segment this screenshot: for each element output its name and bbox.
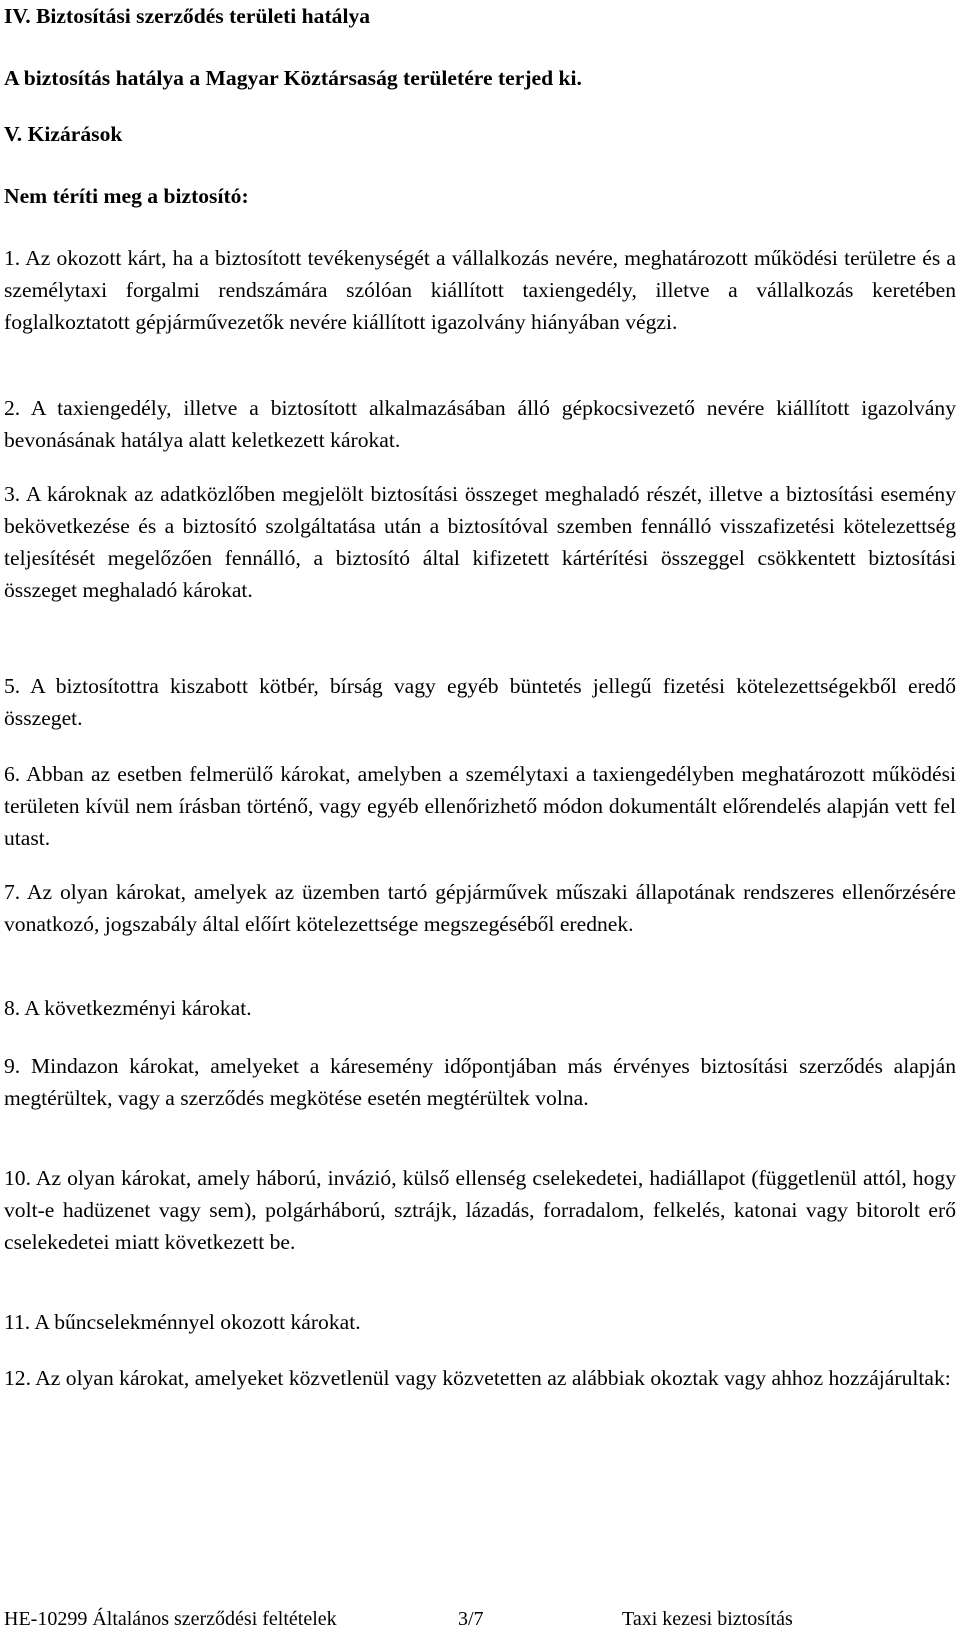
exclusion-item-6: 6. Abban az esetben felmerülő károkat, amelyben a személytaxi a taxiengedélyben meghatározott működési területen kívül nem írásban történő, vagy egyéb ellenőrizhető módon dokumentált előrendelés alapján vett fel utast. — [4, 762, 956, 850]
exclusion-item-7: 7. Az olyan károkat, amelyek az üzemben tartó gépjárművek műszaki állapotának rendszeres ellenőrzésére vonatkozó, jogszabály által előírt kötelezettsége megszegéséből erednek. — [4, 880, 956, 936]
footer-page-number: 3/7 — [458, 1608, 484, 1630]
exclusion-item-9: 9. Mindazon károkat, amelyeket a káresemény időpontjában más érvényes biztosítási szerződés alapján megtérültek, vagy a szerződés megkötése esetén megtérültek volna. — [4, 1054, 956, 1110]
exclusion-item-12: 12. Az olyan károkat, amelyeket közvetlenül vagy közvetetten az alábbiak okoztak vagy ahhoz hozzájárultak: — [4, 1366, 951, 1390]
exclusion-item-1: 1. Az okozott kárt, ha a biztosított tevékenységét a vállalkozás nevére, meghatározott működési területre és a személytaxi forgalmi rendszámára szólóan kiállított taxiengedély, illetve a vállalkozás keretében foglalkoztatott gépjárművezetők nevére kiállított igazolvány hiányában végzi. — [4, 246, 956, 334]
footer-product-name: Taxi kezesi biztosítás — [622, 1608, 793, 1630]
exclusion-item-3: 3. A károknak az adatközlőben megjelölt biztosítási összeget meghaladó részét, illetve a biztosítási esemény bekövetkezése és a biztosító szolgáltatása után a biztosítóval szemben fennálló visszafizetési kötelezettség teljesítését megelőzően fennálló, a biztosító által kifizetett kártérítési összeggel csökkentett biztosítási összeget meghaladó károkat. — [4, 482, 956, 602]
section-4-heading: IV. Biztosítási szerződés területi hatálya — [4, 4, 371, 28]
footer-document-id: HE-10299 Általános szerződési feltételek — [4, 1608, 337, 1630]
section-4-text: A biztosítás hatálya a Magyar Köztársaság területére terjed ki. — [4, 66, 582, 90]
exclusion-item-5: 5. A biztosítottra kiszabott kötbér, bírság vagy egyéb büntetés jellegű fizetési kötelezettségekből eredő összeget. — [4, 674, 956, 730]
section-5-heading: V. Kizárások — [4, 122, 123, 146]
exclusion-item-10: 10. Az olyan károkat, amely háború, invázió, külső ellenség cselekedetei, hadiállapot (függetlenül attól, hogy volt-e hadüzenet vagy sem), polgárháború, sztrájk, lázadás, forradalom, felkelés, katonai vagy bitorolt erő cselekedetei miatt következett be. — [4, 1166, 956, 1254]
exclusion-item-2: 2. A taxiengedély, illetve a biztosított alkalmazásában álló gépkocsivezető nevére kiállított igazolvány bevonásának hatálya alatt keletkezett károkat. — [4, 396, 956, 452]
section-5-intro: Nem téríti meg a biztosító: — [4, 184, 249, 208]
exclusion-item-11: 11. A bűncselekménnyel okozott károkat. — [4, 1310, 361, 1334]
exclusion-item-8: 8. A következményi károkat. — [4, 996, 252, 1020]
page-footer — [0, 1604, 960, 1635]
